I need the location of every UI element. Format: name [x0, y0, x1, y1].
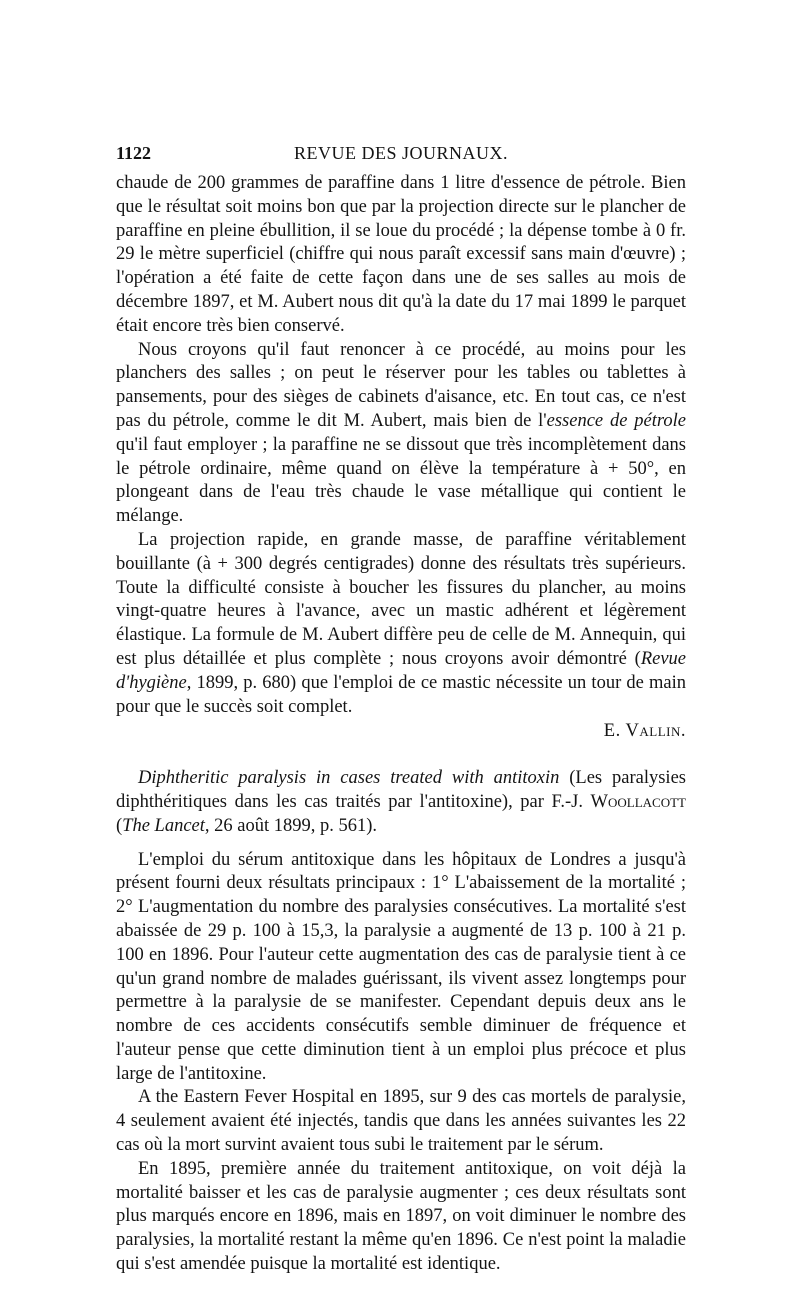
- article-title: Diphtheritic paralysis in cases treated with antitoxin: [138, 768, 560, 789]
- running-title: REVUE DES JOURNAUX.: [293, 143, 508, 163]
- author-name: Woollacott: [590, 791, 686, 812]
- paragraph: L'emploi du sérum antitoxique dans les hôpitaux de Londres a jusqu'à présent fourni deux résultats principaux : 1° L'abaissement de la mortalité ; 2° L'augmentation du nombre des paralysies consécutives. La mortalité s'est abaissée de 29 p. 100 à 15,3, la paralysie a augmenté de 13 p. 100 à 21 p. 100 en 1896. Pour l'auteur cette augmentation des cas de paralysie tient à ce qu'un grand nombre de malades guérissant, ils vivent assez longtemps pour permettre à la paralysie de se manifester. Cependant depuis deux ans le nombre de ces accidents consécutifs semble diminuer de fréquence et l'auteur pense que cette diminution tient à un emploi plus précoce et plus large de l'antitoxine.: [116, 849, 686, 1084]
- running-head: [116, 142, 686, 170]
- emphasis: essence de pétrole: [546, 410, 686, 431]
- paragraph: A the Eastern Fever Hospital en 1895, sur 9 des cas mortels de paralysie, 4 seulement avaient été injectés, tandis que dans les années suivantes les 22 cas où la mort survint avaient tous subi le traitement par le sérum.: [116, 1087, 686, 1156]
- signature: E. Vallin.: [603, 721, 686, 742]
- journal-name: The Lancet: [122, 815, 205, 836]
- section-gap: [116, 839, 686, 849]
- article-heading: Diphtheritic paralysis in cases treated with antitoxin (Les paralysies diphthéritiques dans les cas traités par l'antitoxine), par F.-J. Woollacott (The Lancet, 26 août 1899, p. 561).: [116, 768, 686, 836]
- page: [116, 142, 686, 1277]
- paragraph: En 1895, première année du traitement antitoxique, on voit déjà la mortalité baisser et les cas de paralysie augmenter ; ces deux résultats sont plus marqués encore en 1896, mais en 1897, on voit diminuer le nombre des paralysies, la mortalité restant la même qu'en 1896. Ce n'est point la maladie qui s'est amendée puisque la mortalité est identique.: [116, 1158, 686, 1275]
- journal-name: Revue d'hygiène: [116, 648, 686, 693]
- paragraph: Nous croyons qu'il faut renoncer à ce procédé, au moins pour les planchers des salles ; on peut le réserver pour les tables ou tablettes à pansements, pour des sièges de cabinets d'aisance, etc. En tout cas, ce n'est pas du pétrole, comme le dit M. Aubert, mais bien de l'essence de pétrole qu'il faut employer ; la paraffine ne se dissout que très incomplètement dans le pétrole ordinaire, même quand on élève la température à + 50°, en plongeant dans de l'eau très chaude le vase métallique qui contient le mélange.: [116, 339, 686, 527]
- paragraph: chaude de 200 grammes de paraffine dans 1 litre d'essence de pétrole. Bien que le résultat soit moins bon que par la projection directe sur le plancher de paraffine en pleine ébullition, il se loue du procédé ; la dépense tombe à 0 fr. 29 le mètre superficiel (chiffre qui nous paraît excessif sans main d'œuvre) ; l'opération a été faite de cette façon dans une de ses salles au mois de décembre 1897, et M. Aubert nous dit qu'à la date du 17 mai 1899 le parquet était encore très bien conservé.: [116, 173, 686, 336]
- section-gap: [116, 744, 686, 767]
- page-number: 1122: [116, 143, 152, 163]
- paragraph: La projection rapide, en grande masse, de paraffine véritablement bouillante (à + 300 degrés centigrades) donne des résultats très supérieurs. Toute la difficulté consiste à boucher les fissures du plancher, au moins vingt-quatre heures à l'avance, avec un mastic adhérent et légèrement élastique. La formule de M. Aubert diffère peu de celle de M. Annequin, qui est plus détaillée et plus complète ; nous croyons avoir démontré (Revue d'hygiène, 1899, p. 680) que l'emploi de ce mastic nécessite un tour de main pour que le succès soit complet.: [116, 529, 686, 717]
